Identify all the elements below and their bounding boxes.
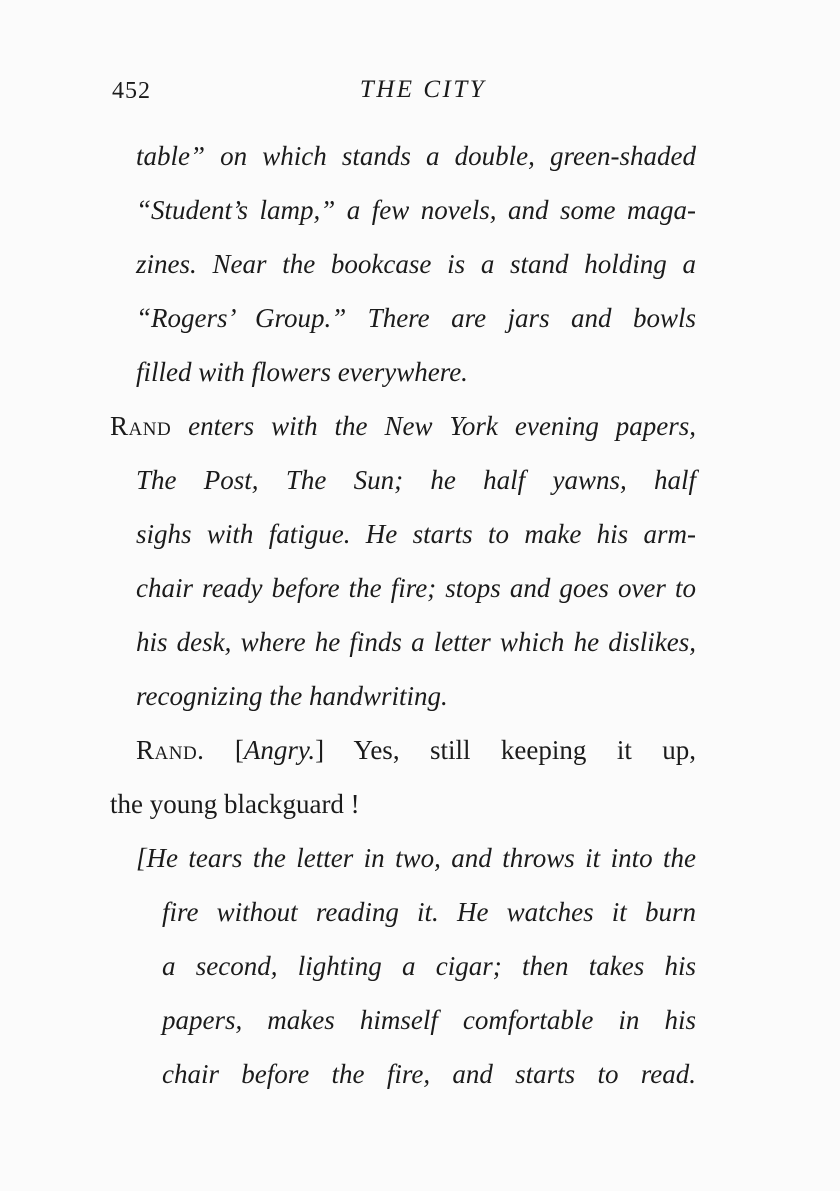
text-line: his desk, where he finds a letter which he dislikes, (136, 627, 696, 657)
text-line: “Student’s lamp,” a few novels, and some maga- (136, 195, 696, 225)
bracket-close: ] (315, 735, 325, 765)
text-line: chair before the fire, and starts to read. (162, 1059, 696, 1089)
text-line: filled with flowers everywhere. (136, 357, 468, 387)
text-line: “Rogers’ Group.” There are jars and bowls (136, 303, 696, 333)
running-head: THE CITY (359, 76, 487, 103)
text-line: fire without reading it. He watches it burn (162, 897, 696, 927)
text-line: chair ready before the fire; stops and goes over to (136, 573, 696, 603)
page-number: 452 (112, 78, 151, 104)
text-line: table” on which stands a double, green-shaded (136, 141, 696, 171)
text-span: enters with the New York evening papers, (188, 411, 697, 441)
dialogue-line (136, 733, 696, 767)
stage-direction: Angry. (243, 735, 316, 765)
text-line: a second, lighting a cigar; then takes his (162, 951, 696, 981)
text-line: [He tears the letter in two, and throws it into the (136, 843, 696, 873)
dialogue-text: Yes, still keeping it up, (353, 735, 696, 765)
bracket-open: [ (234, 735, 244, 765)
speaker-name: Rand (110, 411, 172, 441)
text-line: The Post, The Sun; he half yawns, half (136, 465, 696, 495)
stage-direction-line (110, 409, 696, 443)
text-line: papers, makes himself comfortable in his (162, 1005, 696, 1035)
dialogue-line: the young blackguard ! (110, 789, 360, 819)
text-line: sighs with fatigue. He starts to make his arm- (136, 519, 696, 549)
text-line: zines. Near the bookcase is a stand holding a (136, 249, 696, 279)
text-line: recognizing the handwriting. (136, 681, 448, 711)
speaker-name: Rand. (136, 735, 205, 765)
